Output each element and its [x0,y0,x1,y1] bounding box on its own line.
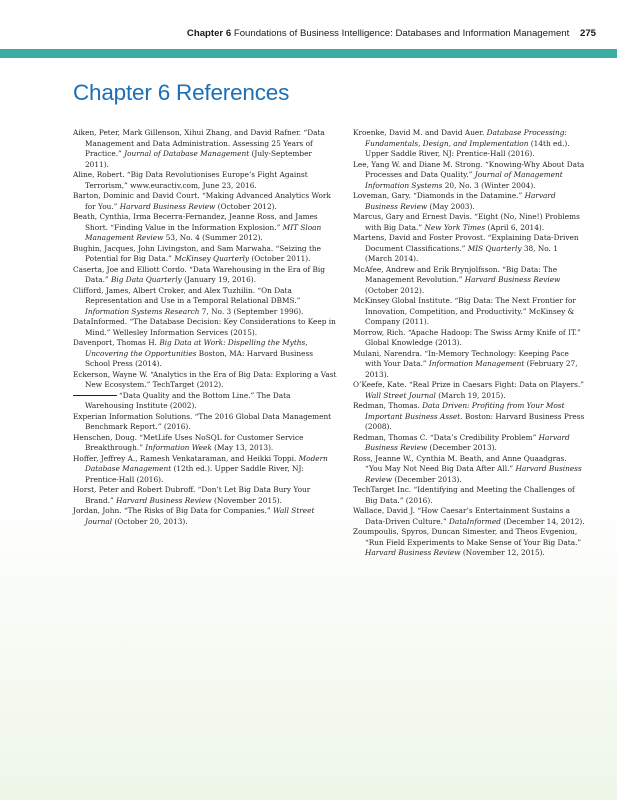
reference-entry [353,233,585,265]
reference-text: Martens, David and Foster Provost. “Explaining Data-Driven Document Classifications.” [353,233,579,253]
reference-entry [73,128,338,170]
reference-text: (12th ed.). Upper Saddle River, NJ: Prentice-Hall (2016). [85,464,304,484]
reference-text: Boston, MA: Harvard Business School Press (2014). [85,348,314,368]
reference-text: Loveman, Gary. “Diamonds in the Datamine.” [353,191,525,200]
reference-text: Clifford, James, Albert Croker, and Alex Tuzhilin. “On Data Representation and Use in a Temporal Relational DBMS.” [73,285,301,305]
reference-source-title: Information Systems Research [85,306,200,316]
reference-source-title: Wall Street Journal [365,390,436,400]
repeated-author-dash [73,395,117,396]
reference-text: (14th ed.). Upper Saddle River, NJ: Prentice-Hall (2016). [365,138,570,158]
reference-entry [353,485,585,506]
header-chapter-title: Foundations of Business Intelligence: Databases and Information Management [233,28,570,39]
reference-source-title: Information Week [145,443,212,452]
reference-text: Mulani, Narendra. “In-Memory Technology: Keeping Pace with Your Data.” [353,348,569,368]
reference-entry [73,212,338,244]
reference-text: Marcus, Gary and Ernest Davis. “Eight (No, Nine!) Problems with Big Data.” [353,212,580,232]
reference-text: Caserta, Joe and Elliott Cordo. “Data Warehousing in the Era of Big Data.” [73,264,325,284]
reference-entry [73,506,338,527]
reference-source-title: McKinsey Quarterly [174,254,249,263]
reference-text: 20, No. 3 (Winter 2004). [442,180,536,190]
reference-entry [353,296,585,328]
running-header [60,28,596,39]
reference-text: Experian Information Solutions. “The 2016 Global Data Management Benchmark Report.” (2016). [73,411,332,431]
reference-source-title: Harvard Business Review [365,464,582,484]
reference-text: (July-September 2011). [85,149,312,169]
reference-entry [73,370,338,391]
reference-text: 53, No. 4 (Summer 2012). [163,233,263,242]
page-number: 275 [579,28,596,39]
header-color-band [0,49,617,58]
reference-text: Horst, Peter and Robert Dubroff. “Don’t Let Big Data Bury Your Brand.” [73,485,311,505]
reference-text: (October 2012). [215,201,277,211]
reference-entry [353,212,585,233]
reference-text: DataInformed. “The Database Decision: Key Considerations to Keep in Mind.” Wellesley Information Services (2015). [73,317,336,337]
reference-text: (December 14, 2012). [500,516,585,526]
reference-text: Boston: Harvard Business Press (2008). [365,411,585,431]
reference-source-title: MIS Quarterly [467,243,522,253]
reference-entry [353,433,585,454]
reference-text: (October 20, 2013). [112,516,188,526]
reference-text: Lee, Yang W. and Diane M. Strong. “Knowing-Why About Data Processes and Data Quality.” [353,159,585,179]
reference-text: Aline, Robert. “Big Data Revolutionises Europe’s Fight Against Terrorism,” www.euractiv.com, June 23, 2016. [73,170,308,190]
references-column-left [73,128,338,527]
reference-text: McAfee, Andrew and Erik Brynjolfsson. “Big Data: The Management Revolution.” [353,264,558,284]
reference-text: Bughin, Jacques, John Livingston, and Sam Marwaha. “Seizing the Potential for Big Data.” [73,243,321,263]
reference-text: (October 2011). [249,254,311,263]
reference-source-title: Big Data Quarterly [111,275,182,284]
reference-entry [73,265,338,286]
references-column-right [353,128,585,559]
reference-text: TechTarget Inc. “Identifying and Meeting the Challenges of Big Data.” (2016). [353,485,575,505]
reference-text: Kroenke, David M. and David Auer. [353,128,487,137]
reference-text: Redman, Thomas. [353,401,423,410]
reference-text: Barton, Dominic and David Court. “Making Advanced Analytics Work for You.” [73,191,331,211]
reference-text: Eckerson, Wayne W. “Analytics in the Era of Big Data: Exploring a Vast New Ecosystem.” TechTarget (2012). [73,369,337,389]
reference-entry [353,380,585,401]
reference-entry [353,191,585,212]
reference-text: (May 2003). [427,201,475,211]
reference-entry [73,485,338,506]
reference-source-title: MIT Sloan Management Review [85,222,322,242]
reference-text: McKinsey Global Institute. “Big Data: The Next Frontier for Innovation, Competition, and Productivity.” McKinsey & Company (2011). [353,296,576,326]
reference-text: Beath, Cynthia, Irma Becerra-Fernandez, Jeanne Ross, and James Short. “Finding Value in the Information Explosion.” [73,212,318,232]
reference-entry [73,338,338,370]
reference-text: Aiken, Peter, Mark Gillenson, Xihui Zhang, and David Rafner. “Data Management and Data Administration. Assessing 25 Years of Practice.” [73,128,325,158]
reference-source-title: Database Processing: Fundamentals, Design, and Implementation [365,128,567,148]
reference-source-title: Information Management [428,359,525,368]
reference-source-title: Wall Street Journal [85,506,315,526]
reference-text: (February 27, 2013). [365,359,578,379]
reference-entry [73,391,338,412]
reference-text: Ross, Jeanne W., Cynthia M. Beath, and Anne Quaadgras. “You May Not Need Big Data After All.” [353,453,567,473]
reference-text: Zoumpoulis, Spyros, Duncan Simester, and Theos Evgeniou, “Run Field Experiments to Make Sense of Your Big Data.” [353,527,582,547]
reference-source-title: New York Times [424,222,486,232]
reference-text: (April 6, 2014). [485,222,545,232]
reference-text: O’Keefe, Kate. “Real Prize in Caesars Fight: Data on Players.” [353,380,585,389]
reference-text: (October 2012). [365,285,425,295]
reference-entry [73,286,338,318]
reference-text: Jordan, John. “The Risks of Big Data for Companies.” [73,506,273,515]
reference-source-title: Modern Database Management [85,453,328,473]
reference-source-title: Journal of Database Management [124,149,250,158]
reference-entry [73,170,338,191]
reference-entry [353,527,585,559]
reference-source-title: Harvard Business Review [365,191,556,211]
reference-entry [73,433,338,454]
reference-source-title: Big Data at Work: Dispelling the Myths, Uncovering the Opportunities [85,338,308,358]
reference-text: (November 12, 2015). [460,548,545,557]
reference-source-title: Harvard Business Review [365,548,461,557]
reference-text: (March 19, 2015). [435,390,506,400]
reference-source-title: Harvard Business Review [464,275,561,284]
reference-entry [73,317,338,338]
reference-source-title: Harvard Business Review [365,432,570,452]
reference-text: Henschen, Doug. “MetLife Uses NoSQL for Customer Service Breakthrough.” [73,432,304,452]
reference-text: Morrow, Rich. “Apache Hadoop: The Swiss Army Knife of IT.” Global Knowledge (2013). [353,327,581,347]
reference-entry [353,265,585,297]
reference-entry [73,244,338,265]
reference-text: (January 19, 2016). [181,275,256,284]
header-chapter-label: Chapter 6 [186,28,232,39]
reference-text: 7, No. 3 (September 1996). [199,306,304,316]
reference-entry [353,160,585,192]
reference-text: (December 2013). [427,443,497,452]
reference-entry [73,412,338,433]
reference-source-title: Journal of Management Information Systems [365,170,563,190]
reference-entry [353,328,585,349]
reference-entry [353,401,585,433]
reference-entry [73,454,338,486]
reference-text: (May 13, 2013). [211,443,274,452]
reference-text: 38, No. 1 (March 2014). [365,243,558,263]
reference-entry [353,454,585,486]
reference-text: Redman, Thomas C. “Data’s Credibility Problem” [353,432,539,442]
reference-entry [353,349,585,381]
reference-text: (November 2015). [211,495,282,505]
reference-text: Wallace, David J. “How Caesar’s Entertainment Sustains a Data-Driven Culture.” [353,506,571,526]
reference-text: “Data Quality and the Bottom Line.” The Data Warehousing Institute (2002). [85,390,291,410]
reference-source-title: DataInformed [449,516,501,526]
reference-entry [353,506,585,527]
page-title: Chapter 6 References [73,80,290,105]
reference-entry [73,191,338,212]
reference-text: Davenport, Thomas H. [73,338,160,347]
reference-source-title: Data Driven: Profiting from Your Most Important Business Asset. [365,401,565,421]
reference-source-title: Harvard Business Review [119,201,216,211]
reference-source-title: Harvard Business Review [116,495,212,505]
reference-text: (December 2013). [392,474,462,484]
reference-entry [353,128,585,160]
reference-text: Hoffer, Jeffrey A., Ramesh Venkataraman, and Heikki Toppi. [73,453,299,463]
